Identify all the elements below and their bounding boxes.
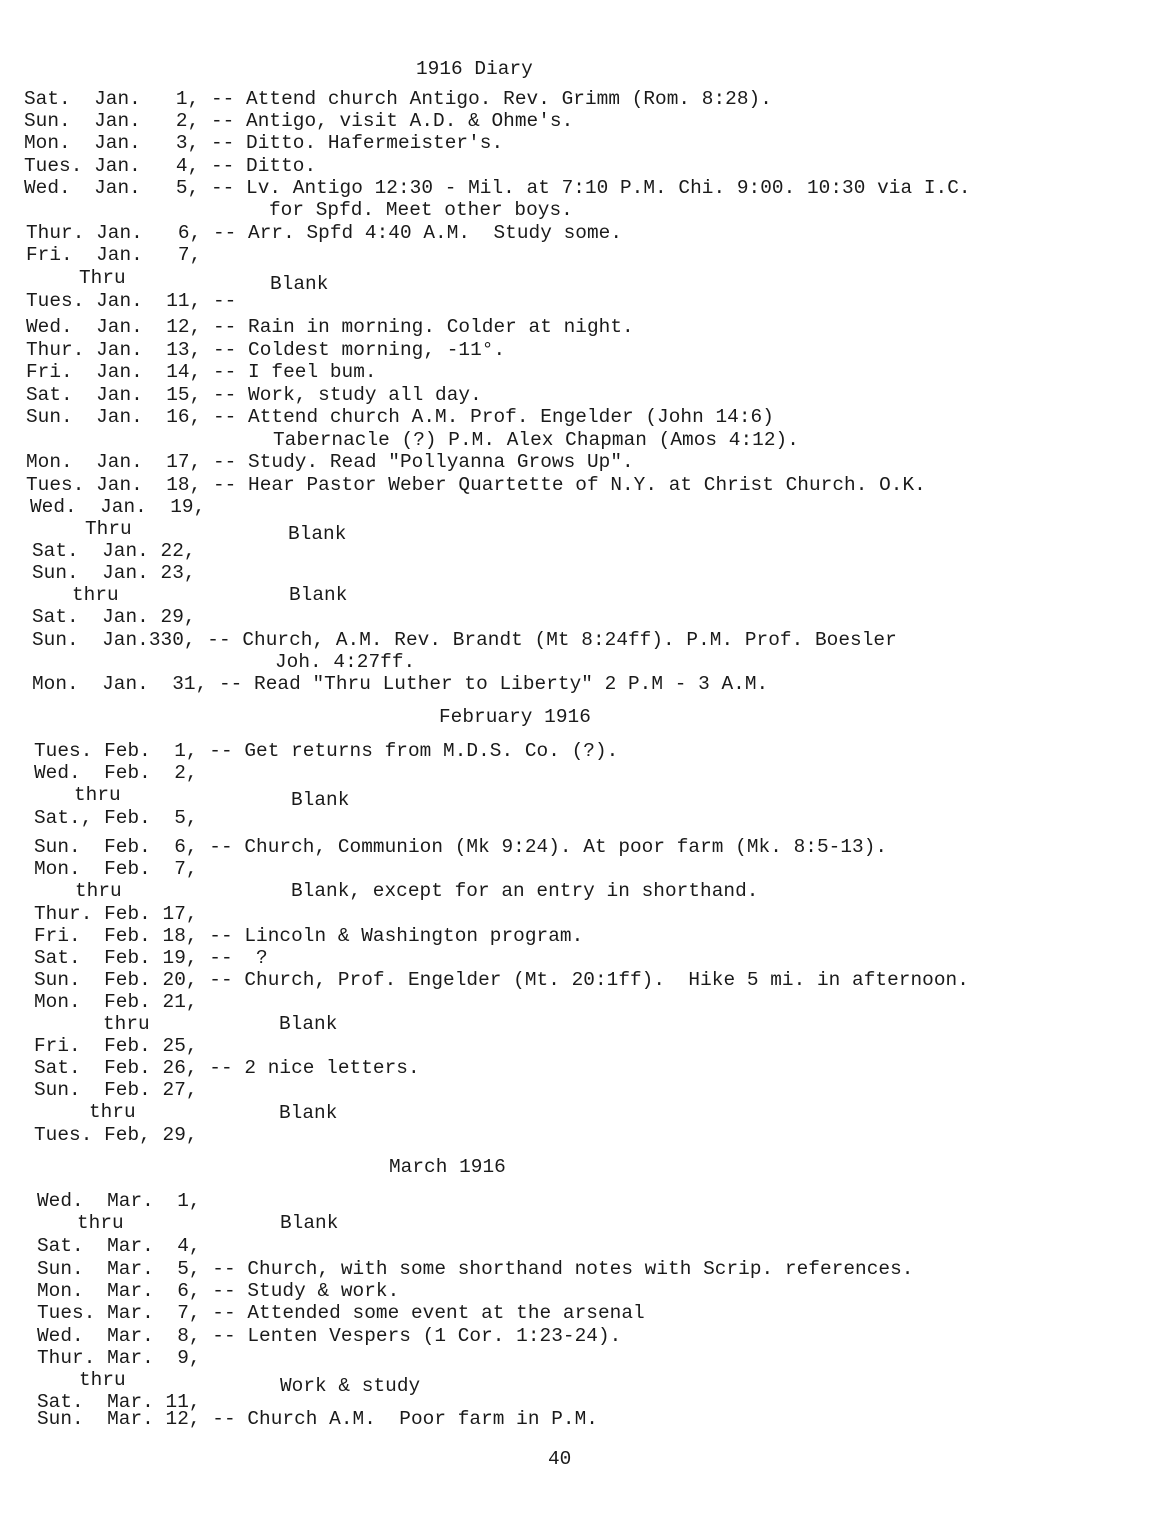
diary-line: thru xyxy=(74,784,121,806)
diary-line: Thur. Feb. 17, xyxy=(34,903,198,925)
diary-line: for Spfd. Meet other boys. xyxy=(269,199,573,221)
diary-line: Fri. Jan. 14, -- I feel bum. xyxy=(26,361,377,383)
diary-line: Tues. Jan. 4, -- Ditto. xyxy=(24,155,317,177)
diary-line: Wed. Mar. 1, xyxy=(37,1190,201,1212)
diary-line: Sat. Mar. 4, xyxy=(37,1235,201,1257)
diary-line: Sun. Jan. 16, -- Attend church A.M. Prof. Engelder (John 14:6) xyxy=(26,406,774,428)
diary-line: Blank xyxy=(270,273,329,295)
diary-line: Mon. Feb. 7, xyxy=(34,858,198,880)
diary-line: thru xyxy=(103,1013,150,1035)
diary-line: Mon. Jan. 3, -- Ditto. Hafermeister's. xyxy=(24,132,504,154)
diary-line: Sat. Jan. 22, xyxy=(32,540,196,562)
diary-line: thru xyxy=(89,1101,136,1123)
diary-line: Sat. Mar. 11, xyxy=(37,1391,201,1413)
diary-line: Fri. Feb. 18, -- Lincoln & Washington program. xyxy=(34,925,584,947)
diary-line: Sat. Jan. 15, -- Work, study all day. xyxy=(26,384,482,406)
diary-line: Work & study xyxy=(280,1375,421,1397)
diary-line: Tues. Feb. 1, -- Get returns from M.D.S. Co. (?). xyxy=(34,740,619,762)
diary-line: Sun. Jan.330, -- Church, A.M. Rev. Brandt (Mt 8:24ff). P.M. Prof. Boesler xyxy=(32,629,897,651)
diary-line: Sat., Feb. 5, xyxy=(34,807,198,829)
diary-line: Fri. Jan. 7, xyxy=(26,244,202,266)
diary-line: Sun. Feb. 6, -- Church, Communion (Mk 9:24). At poor farm (Mk. 8:5-13). xyxy=(34,836,888,858)
diary-line: Joh. 4:27ff. xyxy=(275,651,416,673)
diary-line: Tues. Feb, 29, xyxy=(34,1124,198,1146)
page-number: 40 xyxy=(548,1448,572,1470)
diary-line: Tues. Mar. 7, -- Attended some event at the arsenal xyxy=(37,1302,645,1324)
diary-line: Blank, except for an entry in shorthand. xyxy=(291,880,759,902)
diary-line: Sun. Jan. 2, -- Antigo, visit A.D. & Ohme's. xyxy=(24,110,574,132)
diary-line: March 1916 xyxy=(389,1156,506,1178)
diary-line: Mon. Jan. 31, -- Read "Thru Luther to Liberty" 2 P.M - 3 A.M. xyxy=(32,673,769,695)
diary-line: Blank xyxy=(279,1102,338,1124)
diary-line: thru xyxy=(75,880,122,902)
diary-line: Fri. Feb. 25, xyxy=(34,1035,198,1057)
diary-line: Sun. Feb. 20, -- Church, Prof. Engelder (Mt. 20:1ff). Hike 5 mi. in afternoon. xyxy=(34,969,969,991)
diary-line: Sat. Feb. 19, -- ? xyxy=(34,947,268,969)
diary-line: Mon. Jan. 17, -- Study. Read "Pollyanna Grows Up". xyxy=(26,451,634,473)
diary-line: Wed. Mar. 8, -- Lenten Vespers (1 Cor. 1:23-24). xyxy=(37,1325,622,1347)
diary-line: thru xyxy=(72,584,119,606)
diary-line: Mon. Feb. 21, xyxy=(34,991,198,1013)
diary-line: Wed. Jan. 5, -- Lv. Antigo 12:30 - Mil. at 7:10 P.M. Chi. 9:00. 10:30 via I.C. xyxy=(24,177,971,199)
diary-line: thru xyxy=(77,1212,124,1234)
diary-line: Blank xyxy=(280,1212,339,1234)
diary-line: Blank xyxy=(289,584,348,606)
diary-line: Sun. Feb. 27, xyxy=(34,1079,198,1101)
diary-line: Thur. Jan. 13, -- Coldest morning, -11°. xyxy=(26,339,506,361)
diary-line: Tues. Jan. 18, -- Hear Pastor Weber Quartette of N.Y. at Christ Church. O.K. xyxy=(26,474,926,496)
diary-line: 1916 Diary xyxy=(416,58,533,80)
diary-line: Blank xyxy=(279,1013,338,1035)
diary-line: Thru xyxy=(85,518,132,540)
diary-line: Thru xyxy=(79,267,126,289)
diary-line: Blank xyxy=(291,789,350,811)
diary-line: Wed. Jan. 12, -- Rain in morning. Colder at night. xyxy=(26,316,634,338)
diary-line: Sun. Mar. 12, -- Church A.M. Poor farm in P.M. xyxy=(37,1408,598,1430)
diary-line: Sat. Jan. 29, xyxy=(32,606,196,628)
diary-line: Sat. Jan. 1, -- Attend church Antigo. Rev. Grimm (Rom. 8:28). xyxy=(24,88,772,110)
diary-line: Wed. Jan. 19, xyxy=(30,496,206,518)
diary-line: Thur. Jan. 6, -- Arr. Spfd 4:40 A.M. Study some. xyxy=(26,222,622,244)
diary-line: Tues. Jan. 11, -- xyxy=(26,290,237,312)
diary-line: Blank xyxy=(288,523,347,545)
diary-line: Tabernacle (?) P.M. Alex Chapman (Amos 4:12). xyxy=(273,429,799,451)
diary-line: Sat. Feb. 26, -- 2 nice letters. xyxy=(34,1057,420,1079)
diary-line: Thur. Mar. 9, xyxy=(37,1347,201,1369)
diary-line: Mon. Mar. 6, -- Study & work. xyxy=(37,1280,400,1302)
diary-line: thru xyxy=(79,1369,126,1391)
diary-line: Sun. Jan. 23, xyxy=(32,562,196,584)
diary-line: Sun. Mar. 5, -- Church, with some shorthand notes with Scrip. references. xyxy=(37,1258,914,1280)
diary-line: February 1916 xyxy=(439,706,591,728)
diary-line: Wed. Feb. 2, xyxy=(34,762,198,784)
